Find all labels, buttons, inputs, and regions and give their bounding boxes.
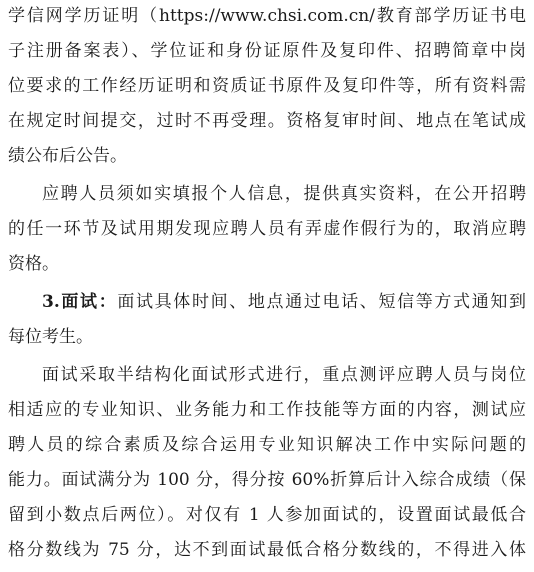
text-line: 位要求的工作经历证明和资质证书原件及复印件等，所有资料需 xyxy=(8,76,526,96)
text-line: 留到小数点后两位）。对仅有 1 人参加面试的，设置面试最低合 xyxy=(8,505,526,525)
text-run: 面试具体时间、地点通过电话、短信等方式通知到 xyxy=(117,292,526,312)
text-line: 格分数线为 75 分，达不到面试最低合格分数线的，不得进入体 xyxy=(8,540,526,560)
section-heading: 3.面试： xyxy=(42,292,118,312)
text-line: 学信网学历证明（https://www.chsi.com.cn/教育部学历证书电 xyxy=(8,6,526,26)
text-line: 在规定时间提交，过时不再受理。资格复审时间、地点在笔试成 xyxy=(8,111,526,131)
text-line xyxy=(42,287,526,317)
text-line: 子注册备案表）、学位证和身份证原件及复印件、招聘简章中岗 xyxy=(8,41,526,61)
text-line: 能力。面试满分为 100 分，得分按 60%折算后计入综合成绩（保 xyxy=(8,470,526,490)
text-line: 面试采取半结构化面试形式进行，重点测评应聘人员与岗位 xyxy=(42,365,526,385)
text-line: 每位考生。 xyxy=(8,327,93,347)
text-line: 相适应的专业知识、业务能力和工作技能等方面的内容，测试应 xyxy=(8,400,526,420)
text-line: 应聘人员须如实填报个人信息，提供真实资料，在公开招聘 xyxy=(42,184,526,204)
text-line: 聘人员的综合素质及综合运用专业知识解决工作中实际问题的 xyxy=(8,435,526,455)
text-line: 资格。 xyxy=(8,254,59,274)
text-line: 绩公布后公告。 xyxy=(8,146,127,166)
text-line: 的任一环节及试用期发现应聘人员有弄虚作假行为的，取消应聘 xyxy=(8,219,526,239)
